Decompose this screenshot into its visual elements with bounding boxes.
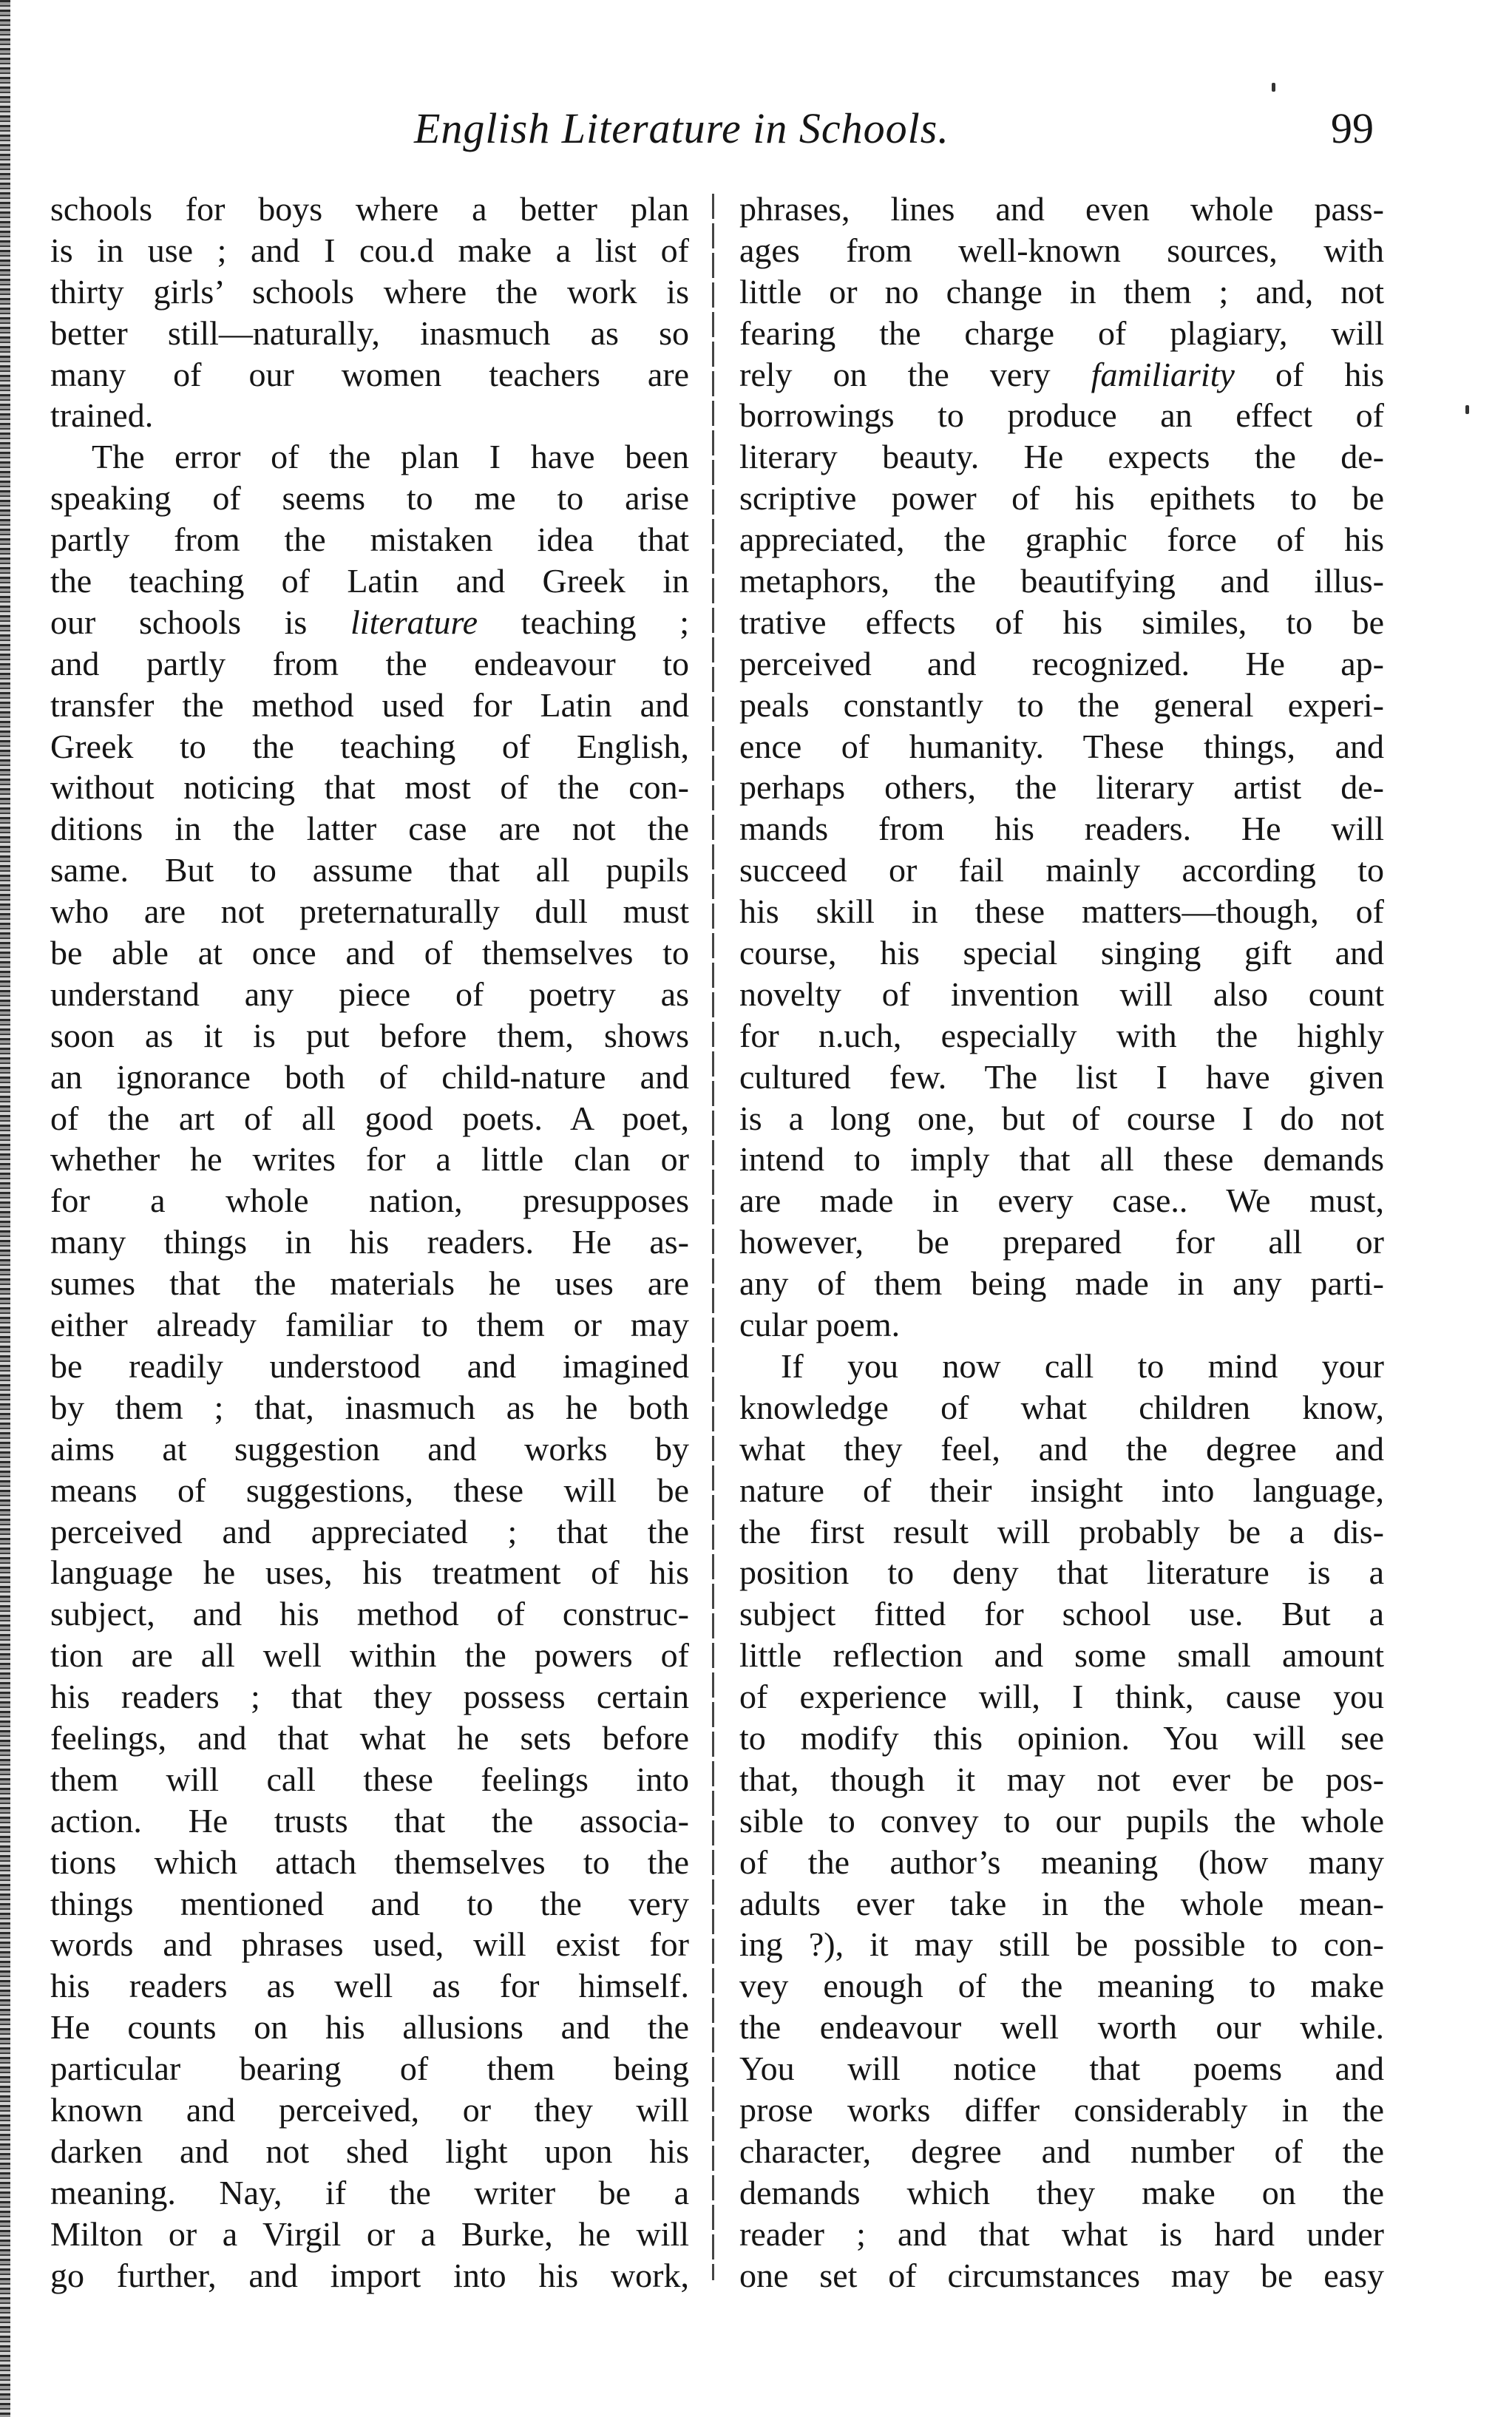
italic-term: literature	[350, 603, 478, 641]
text-line: by them ; that, inasmuch as he both	[50, 1388, 689, 1426]
text-line: meaning. Nay, if the writer be a	[50, 2173, 689, 2211]
text-line: to modify this opinion. You will see	[739, 1718, 1384, 1757]
text-line: He counts on his allusions and the	[50, 2008, 689, 2047]
text-line: cultured few. The list I have given	[739, 1057, 1384, 1096]
text-segment: rely on the very	[739, 355, 1091, 393]
text-line: tion are all well within the powers of	[50, 1636, 689, 1675]
text-line: understand any piece of poetry as	[50, 974, 689, 1013]
text-line: them will call these feelings into	[50, 1760, 689, 1798]
text-line: The error of the plan I have been	[92, 438, 689, 476]
text-line: words and phrases used, will exist for	[50, 1925, 689, 1964]
text-line: demands which they make on the	[739, 2173, 1384, 2211]
text-line: one set of circumstances may be easy	[739, 2256, 1384, 2294]
text-line: cular poem.	[739, 1306, 901, 1344]
text-line: subject fitted for school use. But a	[739, 1595, 1384, 1633]
text-line: If you now call to mind your	[781, 1346, 1384, 1385]
text-line: scriptive power of his epithets to be	[739, 479, 1384, 518]
text-line: is in use ; and I cou.d make a list of	[50, 231, 689, 269]
text-line: speaking of seems to me to arise	[50, 479, 689, 518]
text-line: Greek to the teaching of English,	[50, 727, 689, 765]
column-divider	[712, 194, 714, 2280]
right-text-column	[739, 189, 1384, 2296]
text-line: any of them being made in any parti-	[739, 1264, 1384, 1303]
text-line: his skill in these matters—though, of	[739, 892, 1384, 931]
text-line: ing ?), it may still be possible to con-	[739, 1925, 1384, 1964]
text-segment: our schools is	[50, 603, 351, 641]
text-line: adults ever take in the whole mean-	[739, 1884, 1384, 1922]
text-line: nature of their insight into language,	[739, 1471, 1384, 1509]
text-line: whether he writes for a little clan or	[50, 1140, 689, 1179]
text-line: of the art of all good poets. A poet,	[50, 1099, 689, 1137]
text-line: schools for boys where a better plan	[50, 190, 689, 228]
text-line: ages from well-known sources, with	[739, 231, 1384, 269]
text-line: perceived and appreciated ; that the	[50, 1512, 689, 1550]
text-line: thirty girls’ schools where the work is	[50, 272, 689, 311]
text-line: subject, and his method of construc-	[50, 1595, 689, 1633]
text-line: sible to convey to our pupils the whole	[739, 1801, 1384, 1840]
text-line: appreciated, the graphic force of his	[739, 521, 1384, 559]
text-line: sumes that the materials he uses are	[50, 1264, 689, 1303]
text-line: are made in every case.. We must,	[739, 1182, 1384, 1220]
text-line	[739, 354, 1384, 396]
ink-speck	[1465, 405, 1469, 414]
text-line: feelings, and that what he sets before	[50, 1718, 689, 1757]
text-line: things mentioned and to the very	[50, 1884, 689, 1922]
text-line: little reflection and some small amount	[739, 1636, 1384, 1675]
text-line: little or no change in them ; and, not	[739, 272, 1384, 311]
text-line: action. He trusts that the associa-	[50, 1801, 689, 1840]
text-line: position to deny that literature is a	[739, 1553, 1384, 1592]
text-line: aims at suggestion and works by	[50, 1429, 689, 1468]
text-line: the endeavour well worth our while.	[739, 2008, 1384, 2047]
text-line: transfer the method used for Latin and	[50, 685, 689, 724]
text-line: the first result will probably be a dis-	[739, 1512, 1384, 1550]
text-line: character, degree and number of the	[739, 2132, 1384, 2170]
text-line	[50, 602, 689, 643]
text-line: tions which attach themselves to the	[50, 1843, 689, 1881]
text-line: succeed or fail mainly according to	[739, 851, 1384, 889]
text-line: for a whole nation, presupposes	[50, 1182, 689, 1220]
text-line: ence of humanity. These things, and	[739, 727, 1384, 765]
text-line: Milton or a Virgil or a Burke, he will	[50, 2214, 689, 2253]
text-segment: of his	[1234, 355, 1384, 393]
text-line: course, his special singing gift and	[739, 934, 1384, 972]
page-binding-edge	[0, 0, 10, 2417]
text-line: particular bearing of them being	[50, 2050, 689, 2088]
text-line: metaphors, the beautifying and illus-	[739, 562, 1384, 600]
text-line: darken and not shed light upon his	[50, 2132, 689, 2170]
text-line: be able at once and of themselves to	[50, 934, 689, 972]
text-line: many of our women teachers are	[50, 355, 689, 393]
text-line: however, be prepared for all or	[739, 1223, 1384, 1261]
ink-speck	[1272, 83, 1275, 92]
text-line: an ignorance both of child-nature and	[50, 1057, 689, 1096]
text-line: and partly from the endeavour to	[50, 644, 689, 682]
text-line: of experience will, I think, cause you	[739, 1678, 1384, 1716]
text-line: mands from his readers. He will	[739, 810, 1384, 848]
text-line: novelty of invention will also count	[739, 974, 1384, 1013]
text-line: fearing the charge of plagiary, will	[739, 313, 1384, 352]
text-line: perhaps others, the literary artist de-	[739, 768, 1384, 807]
text-line: soon as it is put before them, shows	[50, 1016, 689, 1054]
text-line: vey enough of the meaning to make	[739, 1967, 1384, 2005]
text-line: for n.uch, especially with the highly	[739, 1016, 1384, 1054]
text-line: better still—naturally, inasmuch as so	[50, 313, 689, 352]
text-line: what they feel, and the degree and	[739, 1429, 1384, 1468]
text-line: be readily understood and imagined	[50, 1346, 689, 1385]
text-line: ditions in the latter case are not the	[50, 810, 689, 848]
running-title: English Literature in Schools.	[414, 104, 949, 152]
text-line: of the author’s meaning (how many	[739, 1843, 1384, 1881]
text-segment: teaching ;	[478, 603, 689, 641]
text-line: means of suggestions, these will be	[50, 1471, 689, 1509]
page-number: 99	[1331, 104, 1374, 152]
text-line: borrowings to produce an effect of	[739, 396, 1384, 435]
text-line: go further, and import into his work,	[50, 2256, 689, 2294]
text-line: partly from the mistaken idea that	[50, 521, 689, 559]
text-line: intend to imply that all these demands	[739, 1140, 1384, 1179]
text-line: literary beauty. He expects the de-	[739, 438, 1384, 476]
text-line: is a long one, but of course I do not	[739, 1099, 1384, 1137]
text-line: You will notice that poems and	[739, 2050, 1384, 2088]
text-line: trained.	[50, 396, 154, 435]
text-line: many things in his readers. He as-	[50, 1223, 689, 1261]
text-line: same. But to assume that all pupils	[50, 851, 689, 889]
text-line: peals constantly to the general experi-	[739, 685, 1384, 724]
text-line: trative effects of his similes, to be	[739, 603, 1384, 641]
text-line: language he uses, his treatment of his	[50, 1553, 689, 1592]
text-line: prose works differ considerably in the	[739, 2090, 1384, 2129]
text-line: knowledge of what children know,	[739, 1388, 1384, 1426]
left-text-column	[50, 189, 689, 2296]
text-line: either already familiar to them or may	[50, 1306, 689, 1344]
text-line: his readers as well as for himself.	[50, 1967, 689, 2005]
text-line: without noticing that most of the con-	[50, 768, 689, 807]
text-line: his readers ; that they possess certain	[50, 1678, 689, 1716]
text-line: that, though it may not ever be pos-	[739, 1760, 1384, 1798]
text-line: the teaching of Latin and Greek in	[50, 562, 689, 600]
text-line: known and perceived, or they will	[50, 2090, 689, 2129]
text-line: reader ; and that what is hard under	[739, 2214, 1384, 2253]
text-line: perceived and recognized. He ap-	[739, 644, 1384, 682]
text-line: who are not preternaturally dull must	[50, 892, 689, 931]
text-line: phrases, lines and even whole pass-	[739, 190, 1384, 228]
italic-term: familiarity	[1091, 355, 1235, 393]
